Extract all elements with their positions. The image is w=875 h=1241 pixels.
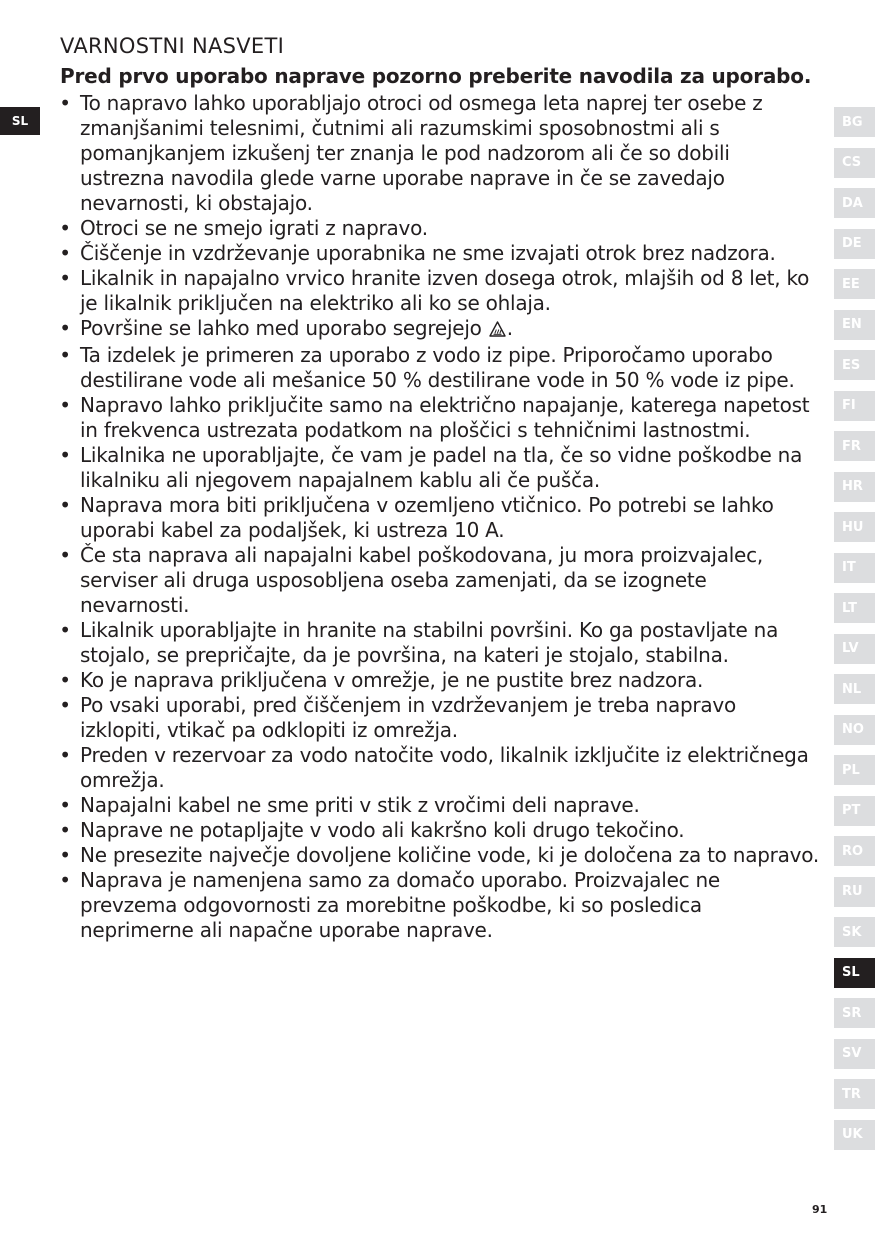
bullet-icon: • xyxy=(59,668,71,692)
bullet-icon: • xyxy=(59,743,71,767)
list-item: • Preden v rezervoar za vodo natočite vodo, likalnik izključite iz električnega omrežja. xyxy=(59,743,809,792)
language-tab-sl[interactable]: SL xyxy=(834,958,875,988)
instruction-subheading: Pred prvo uporabo naprave pozorno preberite navodila za uporabo. xyxy=(60,64,812,88)
hot-surface-warning-icon xyxy=(489,318,506,343)
language-tab-lt[interactable]: LT xyxy=(834,593,875,623)
list-item: • Če sta naprava ali napajalni kabel poškodovana, ju mora proizvajalec, serviser ali druga usposobljena oseba zamenjati, da se izognete nevarnosti. xyxy=(59,543,763,617)
list-item: • Napravo lahko priključite samo na električno napajanje, katerega napetost in frekvenca ustrezata podatkom na ploščici s tehničnimi lastnostmi. xyxy=(59,393,810,442)
language-tab-pt[interactable]: PT xyxy=(834,796,875,826)
list-item: • Ta izdelek je primeren za uporabo z vodo iz pipe. Priporočamo uporabo destilirane vode ali mešanice 50 % destilirane vode in 50 % vode iz pipe. xyxy=(59,343,795,392)
bullet-icon: • xyxy=(59,91,71,115)
list-item: • Naprave ne potapljajte v vodo ali kakršno koli drugo tekočino. xyxy=(59,818,685,842)
current-language-tab: SL xyxy=(0,107,40,135)
bullet-icon: • xyxy=(59,241,71,265)
list-item: • Po vsaki uporabi, pred čiščenjem in vzdrževanjem je treba napravo izklopiti, vtikač pa odklopiti iz omrežja. xyxy=(59,693,736,742)
language-tab-sk[interactable]: SK xyxy=(834,917,875,947)
list-item: • To napravo lahko uporabljajo otroci od osmega leta naprej ter osebe z zmanjšanimi telesnimi, čutnimi ali razumskimi sposobnostmi ali s pomanjkanjem izkušenj ter znanja le pod nadzorom ali če so dobili ustrezna navodila glede varne uporabe naprave in če se zavedajo nevarnosti, ki obstajajo. xyxy=(59,91,763,215)
list-item: • Otroci se ne smejo igrati z napravo. xyxy=(59,216,428,240)
bullet-icon: • xyxy=(59,543,71,567)
bullet-icon: • xyxy=(59,316,71,340)
bullet-icon: • xyxy=(59,443,71,467)
bullet-icon: • xyxy=(59,818,71,842)
list-item: • Likalnika ne uporabljajte, če vam je padel na tla, če so vidne poškodbe na likalniku ali njegovem napajalnem kablu ali če pušča. xyxy=(59,443,803,492)
bullet-icon: • xyxy=(59,868,71,892)
page-number: 91 xyxy=(812,1203,828,1216)
safety-advice-list xyxy=(58,91,820,943)
language-tab-ru[interactable]: RU xyxy=(834,877,875,907)
bullet-icon: • xyxy=(59,393,71,417)
language-tab-fi[interactable]: FI xyxy=(834,391,875,421)
bullet-icon: • xyxy=(59,343,71,367)
language-tab-hu[interactable]: HU xyxy=(834,512,875,542)
list-item: • Naprava mora biti priključena v ozemljeno vtičnico. Po potrebi se lahko uporabi kabel za podaljšek, ki ustreza 10 A. xyxy=(59,493,774,542)
list-item-hot-surface: • Površine se lahko med uporabo segrejejo . xyxy=(58,316,820,343)
list-item: • Naprava je namenjena samo za domačo uporabo. Proizvajalec ne prevzema odgovornosti za morebitne poškodbe, ki so posledica neprimerne ali napačne uporabe naprave. xyxy=(59,868,720,942)
bullet-icon: • xyxy=(59,216,71,240)
language-tab-no[interactable]: NO xyxy=(834,715,875,745)
language-tab-sv[interactable]: SV xyxy=(834,1039,875,1069)
language-tab-it[interactable]: IT xyxy=(834,553,875,583)
bullet-icon: • xyxy=(59,693,71,717)
list-item: • Čiščenje in vzdrževanje uporabnika ne sme izvajati otrok brez nadzora. xyxy=(59,241,776,265)
language-tab-sr[interactable]: SR xyxy=(834,998,875,1028)
bullet-icon: • xyxy=(59,493,71,517)
language-tab-ee[interactable]: EE xyxy=(834,269,875,299)
language-tab-pl[interactable]: PL xyxy=(834,755,875,785)
bullet-icon: • xyxy=(59,843,71,867)
language-tab-bg[interactable]: BG xyxy=(834,107,875,137)
language-tabs xyxy=(834,107,875,1160)
language-tab-de[interactable]: DE xyxy=(834,229,875,259)
language-tab-tr[interactable]: TR xyxy=(834,1079,875,1109)
section-heading: VARNOSTNI NASVETI xyxy=(60,34,285,58)
language-tab-ro[interactable]: RO xyxy=(834,836,875,866)
language-tab-es[interactable]: ES xyxy=(834,350,875,380)
language-tab-da[interactable]: DA xyxy=(834,188,875,218)
language-tab-en[interactable]: EN xyxy=(834,310,875,340)
list-item: • Likalnik in napajalno vrvico hranite izven dosega otrok, mlajših od 8 let, ko je likalnik priključen na elektriko ali ko se ohlaja. xyxy=(59,266,810,315)
language-tab-hr[interactable]: HR xyxy=(834,472,875,502)
language-tab-cs[interactable]: CS xyxy=(834,148,875,178)
bullet-icon: • xyxy=(59,618,71,642)
list-item: • Napajalni kabel ne sme priti v stik z vročimi deli naprave. xyxy=(59,793,640,817)
language-tab-fr[interactable]: FR xyxy=(834,431,875,461)
language-tab-nl[interactable]: NL xyxy=(834,674,875,704)
bullet-icon: • xyxy=(59,793,71,817)
list-item: • Ko je naprava priključena v omrežje, je ne pustite brez nadzora. xyxy=(59,668,704,692)
bullet-icon: • xyxy=(59,266,71,290)
list-item: • Ne presezite največje dovoljene količine vode, ki je določena za to napravo. xyxy=(59,843,819,867)
list-item: • Likalnik uporabljajte in hranite na stabilni površini. Ko ga postavljate na stojalo, se prepričajte, da je površina, na kateri je stojalo, stabilna. xyxy=(59,618,779,667)
language-tab-uk[interactable]: UK xyxy=(834,1120,875,1150)
language-tab-lv[interactable]: LV xyxy=(834,634,875,664)
